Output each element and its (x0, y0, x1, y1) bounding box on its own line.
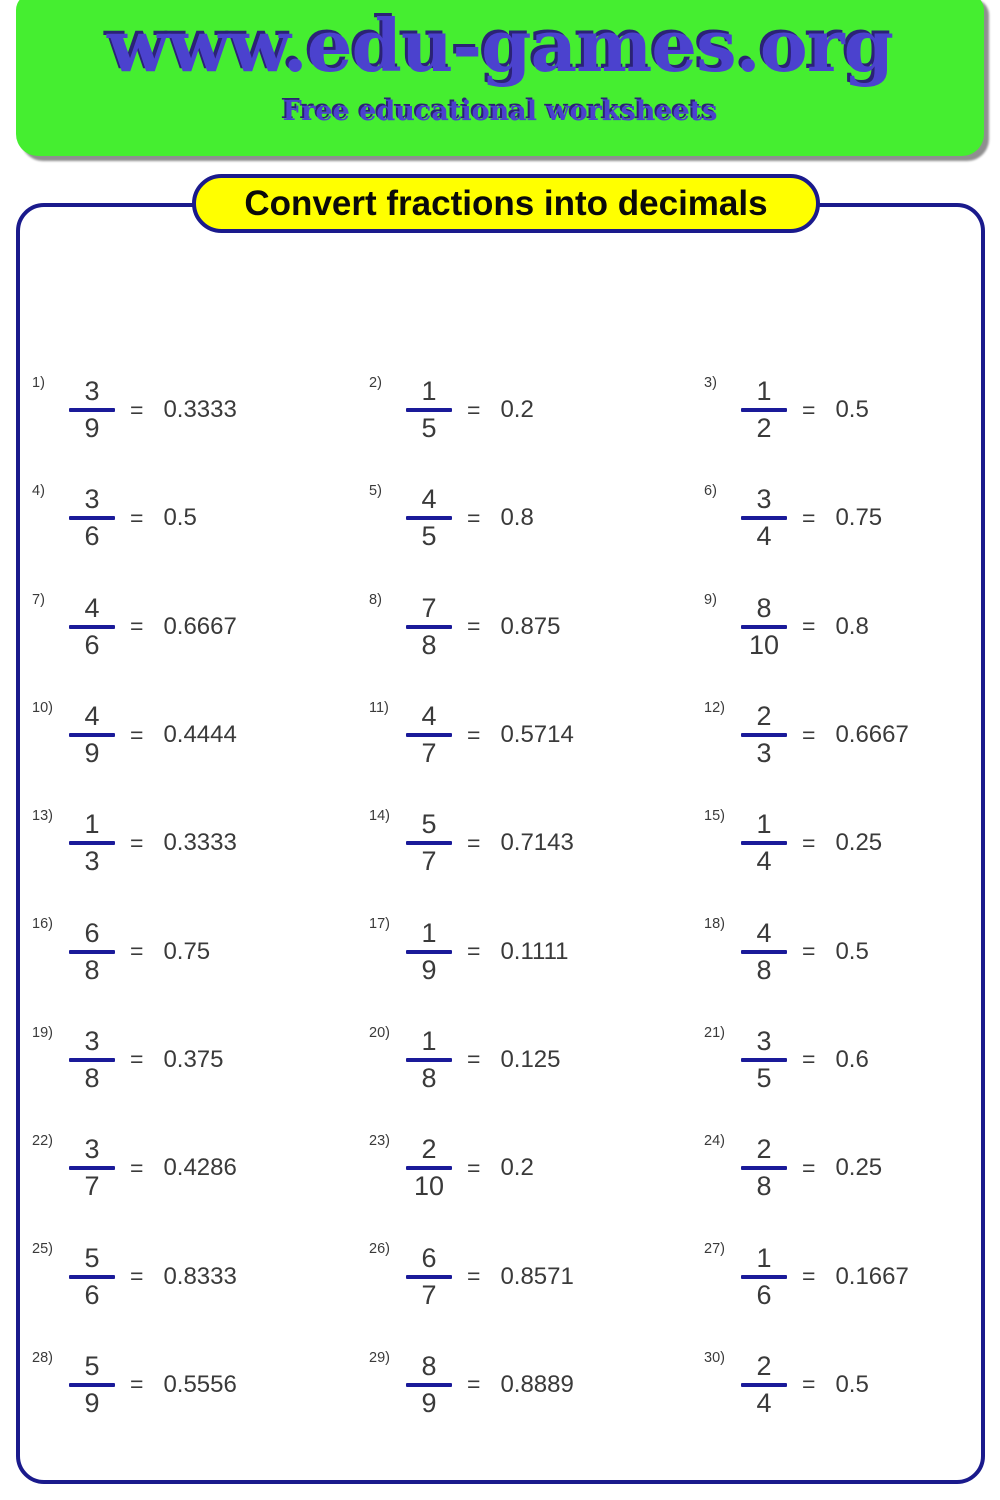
fraction-denominator: 6 (84, 629, 100, 660)
answer-value: 0.8 (835, 612, 869, 640)
fraction-denominator: 5 (421, 413, 437, 444)
equals-sign: = (130, 396, 144, 423)
equals-sign: = (130, 504, 144, 531)
problem-number: 27) (704, 1241, 725, 1258)
problem-number: 12) (704, 699, 725, 716)
fraction-denominator: 7 (84, 1171, 100, 1202)
equals-sign: = (467, 829, 481, 856)
problem-item (365, 1331, 700, 1439)
fraction-numerator: 4 (756, 917, 772, 948)
fraction-denominator: 4 (756, 846, 772, 877)
fraction-bar (741, 516, 787, 520)
fraction-denominator: 4 (756, 521, 772, 552)
fraction-bar (69, 516, 115, 520)
problem-number: 16) (32, 916, 53, 933)
fraction (403, 1242, 455, 1310)
answer-value: 0.5556 (163, 1370, 237, 1398)
equals-sign: = (467, 1371, 481, 1398)
fraction (66, 378, 118, 442)
fraction (738, 917, 790, 985)
problem-number: 11) (369, 699, 389, 716)
fraction-numerator: 8 (421, 1350, 437, 1381)
fraction (738, 811, 790, 875)
fraction-bar (69, 950, 115, 954)
answer-value: 0.6667 (163, 612, 237, 640)
fraction-denominator: 8 (756, 954, 772, 985)
fraction (66, 1350, 118, 1418)
fraction-numerator: 2 (421, 1134, 437, 1165)
problem-item (365, 789, 700, 897)
problem-item (365, 1006, 700, 1114)
fraction-bar (741, 1383, 787, 1387)
problem-item (28, 897, 365, 1005)
fraction-bar (741, 625, 787, 629)
problem-number: 14) (369, 808, 390, 825)
fraction-denominator: 8 (84, 954, 100, 985)
equals-sign: = (802, 1154, 816, 1181)
equals-sign: = (802, 1046, 816, 1073)
fraction-bar (406, 1058, 452, 1062)
fraction-numerator: 3 (84, 484, 100, 515)
fraction-denominator: 9 (421, 954, 437, 985)
fraction-denominator: 9 (84, 413, 100, 444)
answer-value: 0.2 (500, 1154, 534, 1182)
problem-item (28, 1006, 365, 1114)
fraction (403, 917, 455, 985)
fraction-denominator: 8 (84, 1062, 100, 1093)
problem-number: 29) (369, 1349, 390, 1366)
problems-grid (28, 356, 977, 1439)
fraction (738, 486, 790, 550)
fraction-bar (406, 1166, 452, 1170)
fraction-bar (69, 1275, 115, 1279)
answer-value: 0.5 (835, 396, 869, 424)
equals-sign: = (802, 504, 816, 531)
fraction-numerator: 2 (756, 1134, 772, 1165)
fraction (403, 378, 455, 442)
fraction (403, 592, 455, 660)
problem-item (700, 356, 977, 464)
problem-item (28, 1331, 365, 1439)
fraction-numerator: 2 (756, 701, 772, 732)
site-title: www.edu-games.org (106, 3, 894, 88)
answer-value: 0.5 (835, 1370, 869, 1398)
equals-sign: = (467, 613, 481, 640)
problem-item (28, 681, 365, 789)
problem-item (365, 1114, 700, 1222)
problem-item (28, 789, 365, 897)
problem-item (28, 1114, 365, 1222)
fraction-denominator: 4 (756, 1387, 772, 1418)
fraction-numerator: 5 (84, 1242, 100, 1273)
fraction-bar (406, 1383, 452, 1387)
answer-value: 0.5 (163, 504, 197, 532)
fraction-numerator: 8 (756, 592, 772, 623)
problem-number: 15) (704, 808, 725, 825)
problem-number: 23) (369, 1133, 390, 1150)
equals-sign: = (467, 1154, 481, 1181)
fraction-bar (741, 1275, 787, 1279)
answer-value: 0.5 (835, 937, 869, 965)
fraction (66, 1136, 118, 1200)
problem-item (700, 1114, 977, 1222)
fraction (738, 1025, 790, 1093)
fraction-numerator: 1 (756, 376, 772, 407)
equals-sign: = (130, 1263, 144, 1290)
fraction-numerator: 4 (421, 484, 437, 515)
answer-value: 0.75 (163, 937, 211, 965)
fraction-bar (69, 1383, 115, 1387)
fraction-denominator: 6 (84, 1279, 100, 1310)
fraction (738, 592, 790, 660)
equals-sign: = (467, 1263, 481, 1290)
equals-sign: = (467, 721, 481, 748)
answer-value: 0.8571 (500, 1262, 574, 1290)
answer-value: 0.8 (500, 504, 534, 532)
fraction-numerator: 4 (84, 592, 100, 623)
answer-value: 0.1667 (835, 1262, 909, 1290)
fraction-bar (69, 625, 115, 629)
problem-number: 4) (32, 483, 45, 500)
fraction-denominator: 10 (413, 1171, 445, 1202)
fraction-numerator: 3 (756, 484, 772, 515)
fraction-bar (69, 1058, 115, 1062)
problem-number: 30) (704, 1349, 725, 1366)
problem-number: 1) (32, 375, 45, 391)
problem-number: 26) (369, 1241, 390, 1258)
equals-sign: = (467, 1046, 481, 1073)
problem-number: 21) (704, 1024, 725, 1041)
fraction-denominator: 3 (84, 846, 100, 877)
problem-item (700, 681, 977, 789)
fraction-bar (69, 841, 115, 845)
fraction (66, 592, 118, 660)
problem-item (365, 897, 700, 1005)
fraction-bar (741, 733, 787, 737)
problem-number: 2) (369, 375, 382, 391)
fraction (66, 703, 118, 767)
site-tagline: Free educational worksheets (282, 96, 718, 127)
problem-number: 17) (369, 916, 390, 933)
fraction-numerator: 5 (84, 1350, 100, 1381)
problem-item (365, 356, 700, 464)
fraction-numerator: 1 (421, 1025, 437, 1056)
fraction-denominator: 2 (756, 413, 772, 444)
fraction (403, 1025, 455, 1093)
equals-sign: = (130, 1371, 144, 1398)
fraction (738, 1350, 790, 1418)
answer-value: 0.5714 (500, 721, 574, 749)
answer-value: 0.6667 (835, 721, 909, 749)
fraction (66, 1242, 118, 1310)
fraction-numerator: 3 (84, 376, 100, 407)
fraction-numerator: 3 (84, 1025, 100, 1056)
fraction-denominator: 6 (756, 1279, 772, 1310)
fraction-bar (406, 516, 452, 520)
answer-value: 0.75 (835, 504, 883, 532)
fraction-denominator: 5 (421, 521, 437, 552)
fraction (66, 1025, 118, 1093)
fraction-denominator: 9 (84, 738, 100, 769)
problem-item (365, 464, 700, 572)
problem-item (365, 573, 700, 681)
problem-item (365, 681, 700, 789)
equals-sign: = (130, 829, 144, 856)
fraction (403, 1350, 455, 1418)
answer-value: 0.4286 (163, 1154, 237, 1182)
answer-value: 0.25 (835, 1154, 883, 1182)
answer-value: 0.2 (500, 396, 534, 424)
fraction-denominator: 8 (756, 1171, 772, 1202)
problem-item (700, 1331, 977, 1439)
fraction-numerator: 4 (84, 701, 100, 732)
fraction (403, 1136, 455, 1200)
problem-item (700, 789, 977, 897)
fraction-numerator: 6 (84, 917, 100, 948)
answer-value: 0.3333 (163, 829, 237, 857)
fraction-bar (741, 1058, 787, 1062)
fraction-bar (406, 625, 452, 629)
problem-number: 18) (704, 916, 725, 933)
answer-value: 0.1111 (500, 937, 569, 965)
fraction-denominator: 3 (756, 738, 772, 769)
fraction-denominator: 5 (756, 1062, 772, 1093)
problem-number: 13) (32, 808, 53, 825)
fraction-numerator: 3 (756, 1025, 772, 1056)
fraction-bar (741, 408, 787, 412)
answer-value: 0.125 (500, 1045, 561, 1073)
answer-value: 0.8333 (163, 1262, 237, 1290)
problem-number: 24) (704, 1133, 725, 1150)
fraction-bar (406, 408, 452, 412)
fraction-bar (69, 733, 115, 737)
problem-item (700, 1222, 977, 1330)
fraction-bar (741, 841, 787, 845)
fraction-numerator: 2 (756, 1350, 772, 1381)
problem-number: 3) (704, 375, 717, 391)
fraction (738, 703, 790, 767)
equals-sign: = (802, 721, 816, 748)
answer-value: 0.8889 (500, 1370, 574, 1398)
fraction (66, 811, 118, 875)
equals-sign: = (802, 938, 816, 965)
fraction-bar (406, 841, 452, 845)
fraction-numerator: 1 (84, 809, 100, 840)
problem-number: 8) (369, 591, 382, 608)
fraction-bar (69, 408, 115, 412)
fraction-numerator: 1 (421, 917, 437, 948)
equals-sign: = (802, 1371, 816, 1398)
fraction-bar (406, 733, 452, 737)
problem-number: 5) (369, 483, 382, 500)
fraction-denominator: 8 (421, 629, 437, 660)
equals-sign: = (130, 613, 144, 640)
equals-sign: = (130, 938, 144, 965)
fraction-numerator: 1 (756, 809, 772, 840)
equals-sign: = (802, 1263, 816, 1290)
site-header (16, 0, 984, 156)
problem-item (28, 573, 365, 681)
equals-sign: = (130, 721, 144, 748)
problem-item (28, 356, 365, 464)
fraction-denominator: 7 (421, 1279, 437, 1310)
fraction-denominator: 9 (84, 1387, 100, 1418)
fraction-denominator: 10 (748, 629, 780, 660)
problem-item (700, 1006, 977, 1114)
fraction-numerator: 7 (421, 592, 437, 623)
fraction (66, 917, 118, 985)
problem-number: 20) (369, 1024, 390, 1041)
answer-value: 0.375 (163, 1045, 224, 1073)
fraction-numerator: 3 (84, 1134, 100, 1165)
fraction-numerator: 1 (421, 376, 437, 407)
fraction-numerator: 1 (756, 1242, 772, 1273)
fraction (403, 486, 455, 550)
problem-number: 19) (32, 1024, 53, 1041)
fraction-denominator: 8 (421, 1062, 437, 1093)
problem-number: 25) (32, 1241, 53, 1258)
fraction (738, 1242, 790, 1310)
fraction (403, 811, 455, 875)
fraction-numerator: 4 (421, 701, 437, 732)
equals-sign: = (130, 1154, 144, 1181)
fraction (738, 378, 790, 442)
fraction (738, 1136, 790, 1200)
fraction-denominator: 7 (421, 738, 437, 769)
equals-sign: = (467, 938, 481, 965)
fraction-bar (741, 950, 787, 954)
fraction-numerator: 6 (421, 1242, 437, 1273)
problem-number: 10) (32, 699, 53, 716)
worksheet-title: Convert fractions into decimals (192, 174, 820, 233)
equals-sign: = (130, 1046, 144, 1073)
equals-sign: = (802, 829, 816, 856)
problem-number: 28) (32, 1349, 53, 1366)
problem-item (700, 573, 977, 681)
fraction-numerator: 5 (421, 809, 437, 840)
problem-number: 6) (704, 483, 717, 500)
problem-item (700, 897, 977, 1005)
fraction-denominator: 6 (84, 521, 100, 552)
fraction-denominator: 7 (421, 846, 437, 877)
problem-item (365, 1222, 700, 1330)
answer-value: 0.875 (500, 612, 561, 640)
problems-panel (16, 203, 985, 1484)
answer-value: 0.7143 (500, 829, 574, 857)
answer-value: 0.3333 (163, 396, 237, 424)
fraction-bar (406, 950, 452, 954)
problem-number: 7) (32, 591, 45, 608)
equals-sign: = (467, 504, 481, 531)
fraction-bar (406, 1275, 452, 1279)
problem-item (28, 464, 365, 572)
fraction (66, 486, 118, 550)
answer-value: 0.25 (835, 829, 883, 857)
fraction-bar (741, 1166, 787, 1170)
problem-number: 22) (32, 1133, 53, 1150)
problem-number: 9) (704, 591, 717, 608)
equals-sign: = (467, 396, 481, 423)
equals-sign: = (802, 396, 816, 423)
fraction-denominator: 9 (421, 1387, 437, 1418)
fraction-bar (69, 1166, 115, 1170)
answer-value: 0.6 (835, 1045, 869, 1073)
equals-sign: = (802, 613, 816, 640)
answer-value: 0.4444 (163, 721, 237, 749)
problem-item (28, 1222, 365, 1330)
fraction (403, 703, 455, 767)
problem-item (700, 464, 977, 572)
